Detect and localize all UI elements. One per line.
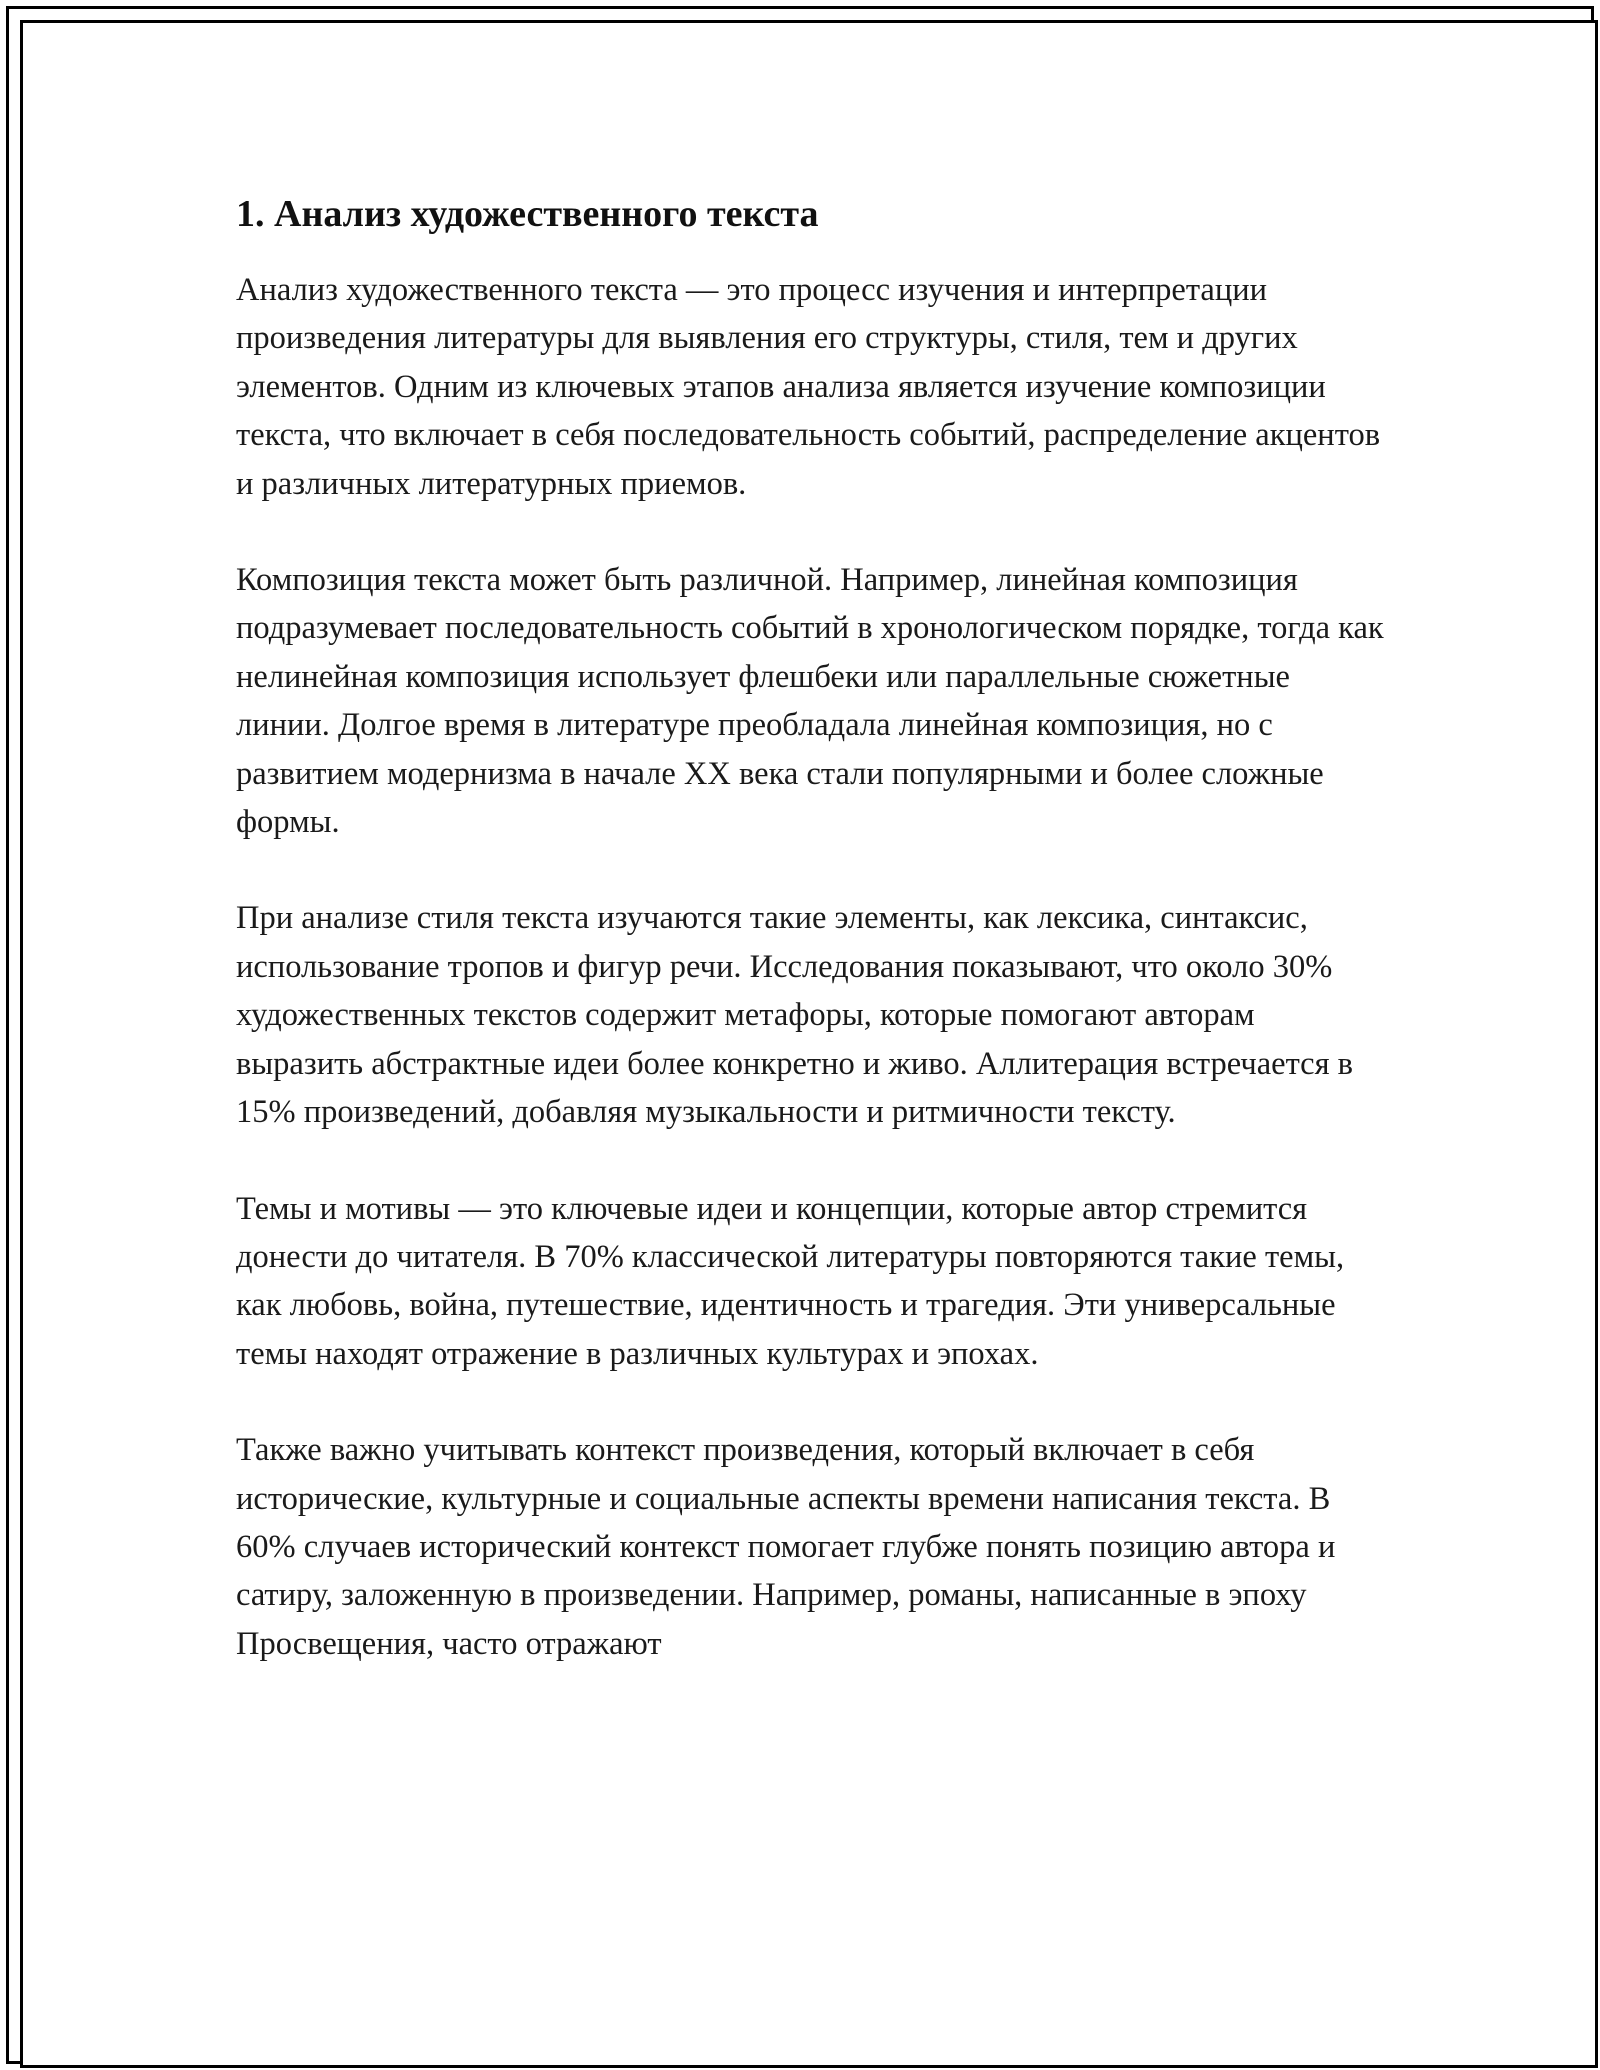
section-title: 1. Анализ художественного текста <box>236 193 819 235</box>
paragraph-style: При анализе стиля текста изучаются такие элементы, как лексика, синтаксис, использование тропов и фигур речи. Исследования показывают, что около 30% художественных текстов содержит метафоры, которые помогают авторам выразить абстрактные идеи более конкретно и живо. Аллитерация встречается в 15% произведений, добавляя музыкальности и ритмичности тексту. <box>236 900 1354 1131</box>
paragraph-context: Также важно учитывать контекст произведения, который включает в себя исторические, культурные и социальные аспекты времени написания текста. В 60% случаев исторический контекст помогает глубже понять позицию автора и сатиру, заложенную в произведении. Например, романы, написанные в эпоху Просвещения, часто отражают <box>236 1432 1336 1662</box>
paragraph-themes: Темы и мотивы — это ключевые идеи и концепции, которые автор стремится донести до читателя. В 70% классической литературы повторяются такие темы, как любовь, война, путешествие, идентичность и трагедия. Эти универсальные темы находят отражение в различных культурах и эпохах. <box>236 1190 1345 1372</box>
paragraph-definition: Анализ художественного текста — это процесс изучения и интерпретации произведения литературы для выявления его структуры, стиля, тем и других элементов. Одним из ключевых этапов анализа является изучение композиции текста, что включает в себя последовательность событий, распределение акцентов и различных литературных приемов. <box>236 272 1381 502</box>
document-body <box>236 188 1386 1716</box>
paragraph-composition: Композиция текста может быть различной. Например, линейная композиция подразумевает последовательность событий в хронологическом порядке, тогда как нелинейная композиция использует флешбеки или параллельные сюжетные линии. Долгое время в литературе преобладала линейная композиция, но с развитием модернизма в начале XX века стали популярными и более сложные формы. <box>236 562 1384 841</box>
